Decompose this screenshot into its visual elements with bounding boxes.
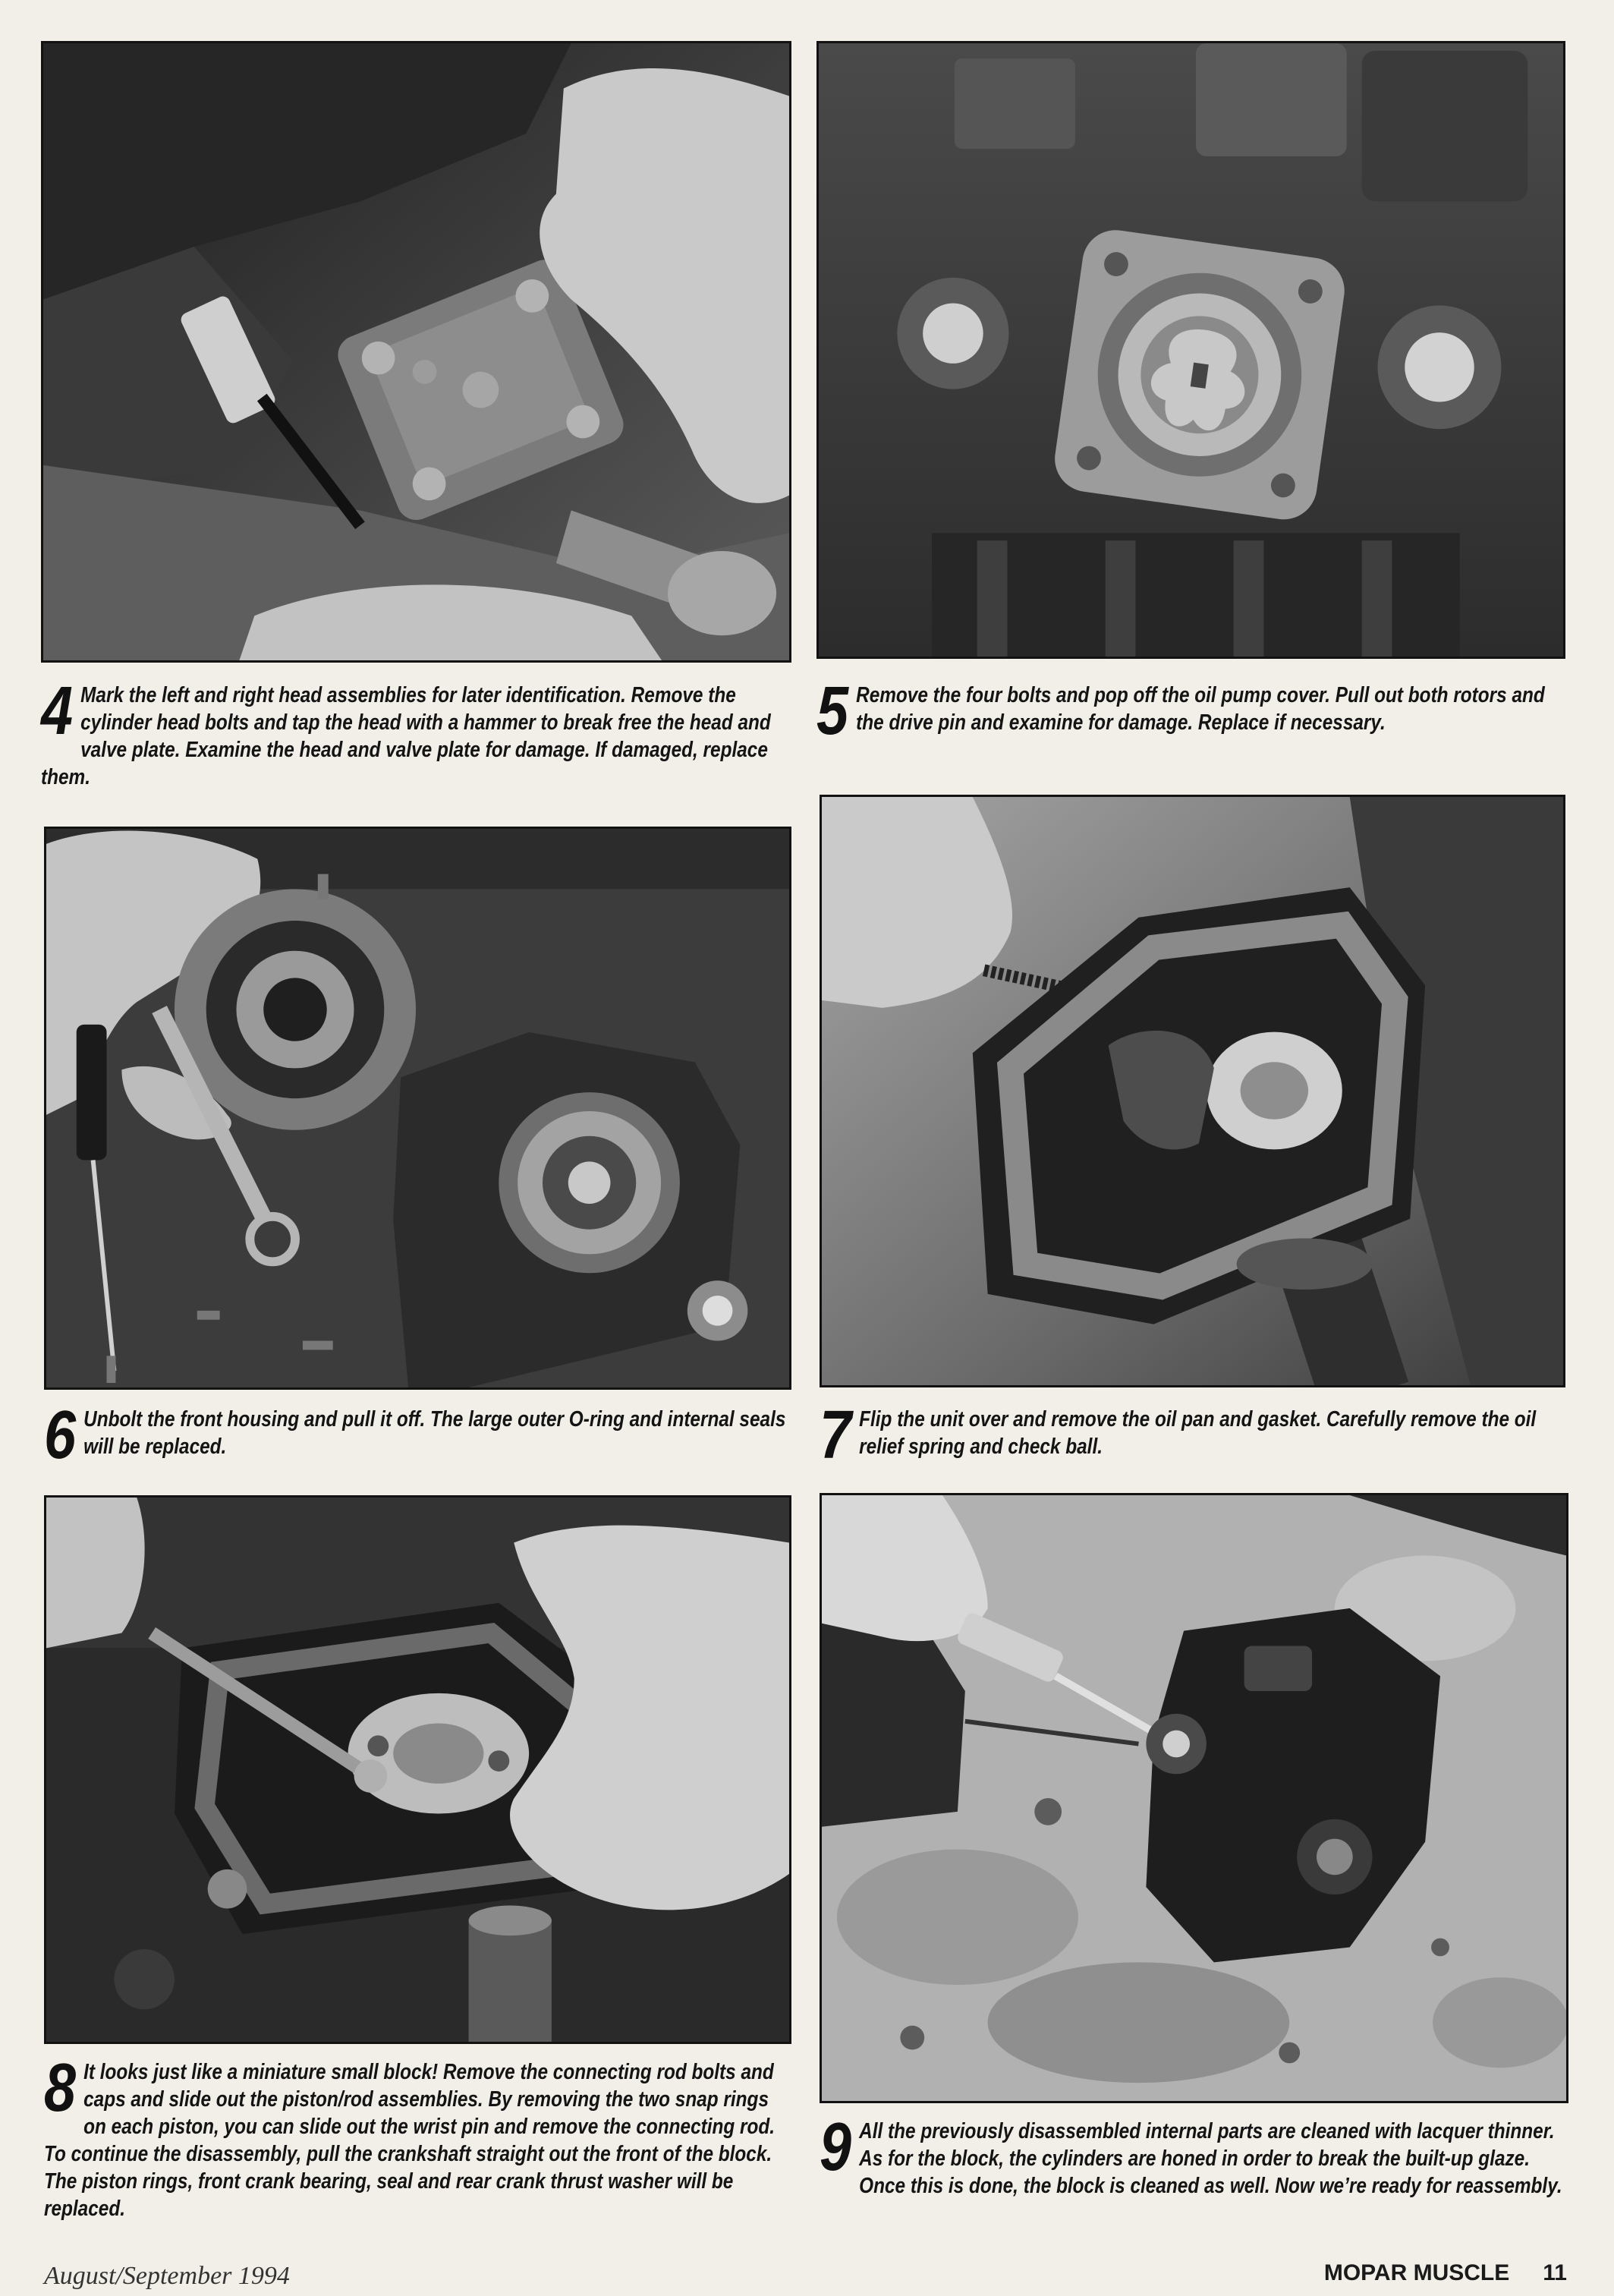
step-number: 4 — [41, 673, 74, 749]
caption-text: All the previously disassembled internal parts are cleaned with lacquer thinner. As for the block, the cylinders are honed in order to break the built-up glaze. Once this is done, the block is cleaned as well. Now we’re ready for reassembly. — [859, 2119, 1562, 2198]
caption-step-6 — [44, 1397, 796, 1473]
step-number: 7 — [820, 1397, 852, 1473]
caption-text: Flip the unit over and remove the oil pan and gasket. Carefully remove the oil relief spring and check ball. — [859, 1407, 1537, 1459]
right-bolt-hole — [1377, 305, 1501, 429]
step-number: 6 — [44, 1397, 77, 1473]
caption-text: It looks just like a miniature small block! Remove the connecting rod bolts and caps and slide out the piston/rod assemblies. By removing the two snap rings on each piston, you can slide out the wrist pin and remove the connecting rod. To continue the disassembly, pull the crankshaft straight out the front of the block. The piston rings, front crank bearing, seal and rear crank thrust washer will be replaced. — [44, 2060, 776, 2221]
photo-step-9-image — [822, 1495, 1566, 2101]
step-number: 9 — [820, 2109, 852, 2185]
issue-date: August/September 1994 — [44, 2262, 290, 2290]
left-bolt-hole — [897, 278, 1008, 389]
block-base — [932, 533, 1460, 657]
caption-step-8 — [44, 2050, 796, 2222]
photo-step-9 — [820, 1493, 1568, 2103]
magazine-name: MOPAR MUSCLE — [1323, 2260, 1510, 2285]
folio — [1324, 2260, 1567, 2286]
page-number: 11 — [1543, 2260, 1567, 2285]
photo-step-7-image — [822, 797, 1563, 1385]
caption-step-4 — [41, 673, 793, 791]
photo-step-4 — [41, 41, 791, 663]
caption-step-7 — [820, 1397, 1572, 1473]
photo-step-8 — [44, 1495, 791, 2044]
shaft — [469, 1906, 552, 2042]
oil-pump-plate — [1050, 226, 1348, 524]
caption-text: Unbolt the front housing and pull it off. The large outer O-ring and internal seals will be replaced. — [83, 1407, 786, 1459]
photo-step-6-image — [46, 829, 789, 1387]
photo-step-7 — [820, 795, 1565, 1387]
photo-step-6 — [44, 827, 791, 1390]
caption-step-9 — [820, 2109, 1572, 2200]
photo-step-4-image — [43, 43, 789, 660]
photo-step-5-image — [819, 43, 1563, 657]
caption-text: Remove the four bolts and pop off the oil pump cover. Pull out both rotors and the drive pin and examine for damage. Replace if necessary. — [856, 683, 1545, 735]
step-number: 8 — [44, 2050, 77, 2126]
photo-step-8-image — [46, 1498, 789, 2042]
connecting-rod-cap — [348, 1693, 530, 1814]
photo-step-5 — [816, 41, 1565, 659]
step-number: 5 — [816, 673, 849, 749]
caption-text: Mark the left and right head assemblies for later identification. Remove the cylinder head bolts and tap the head with a hammer to break free the head and valve plate. Examine the head and valve plate for damage. If damaged, replace them. — [41, 683, 771, 789]
caption-step-5 — [816, 673, 1568, 749]
